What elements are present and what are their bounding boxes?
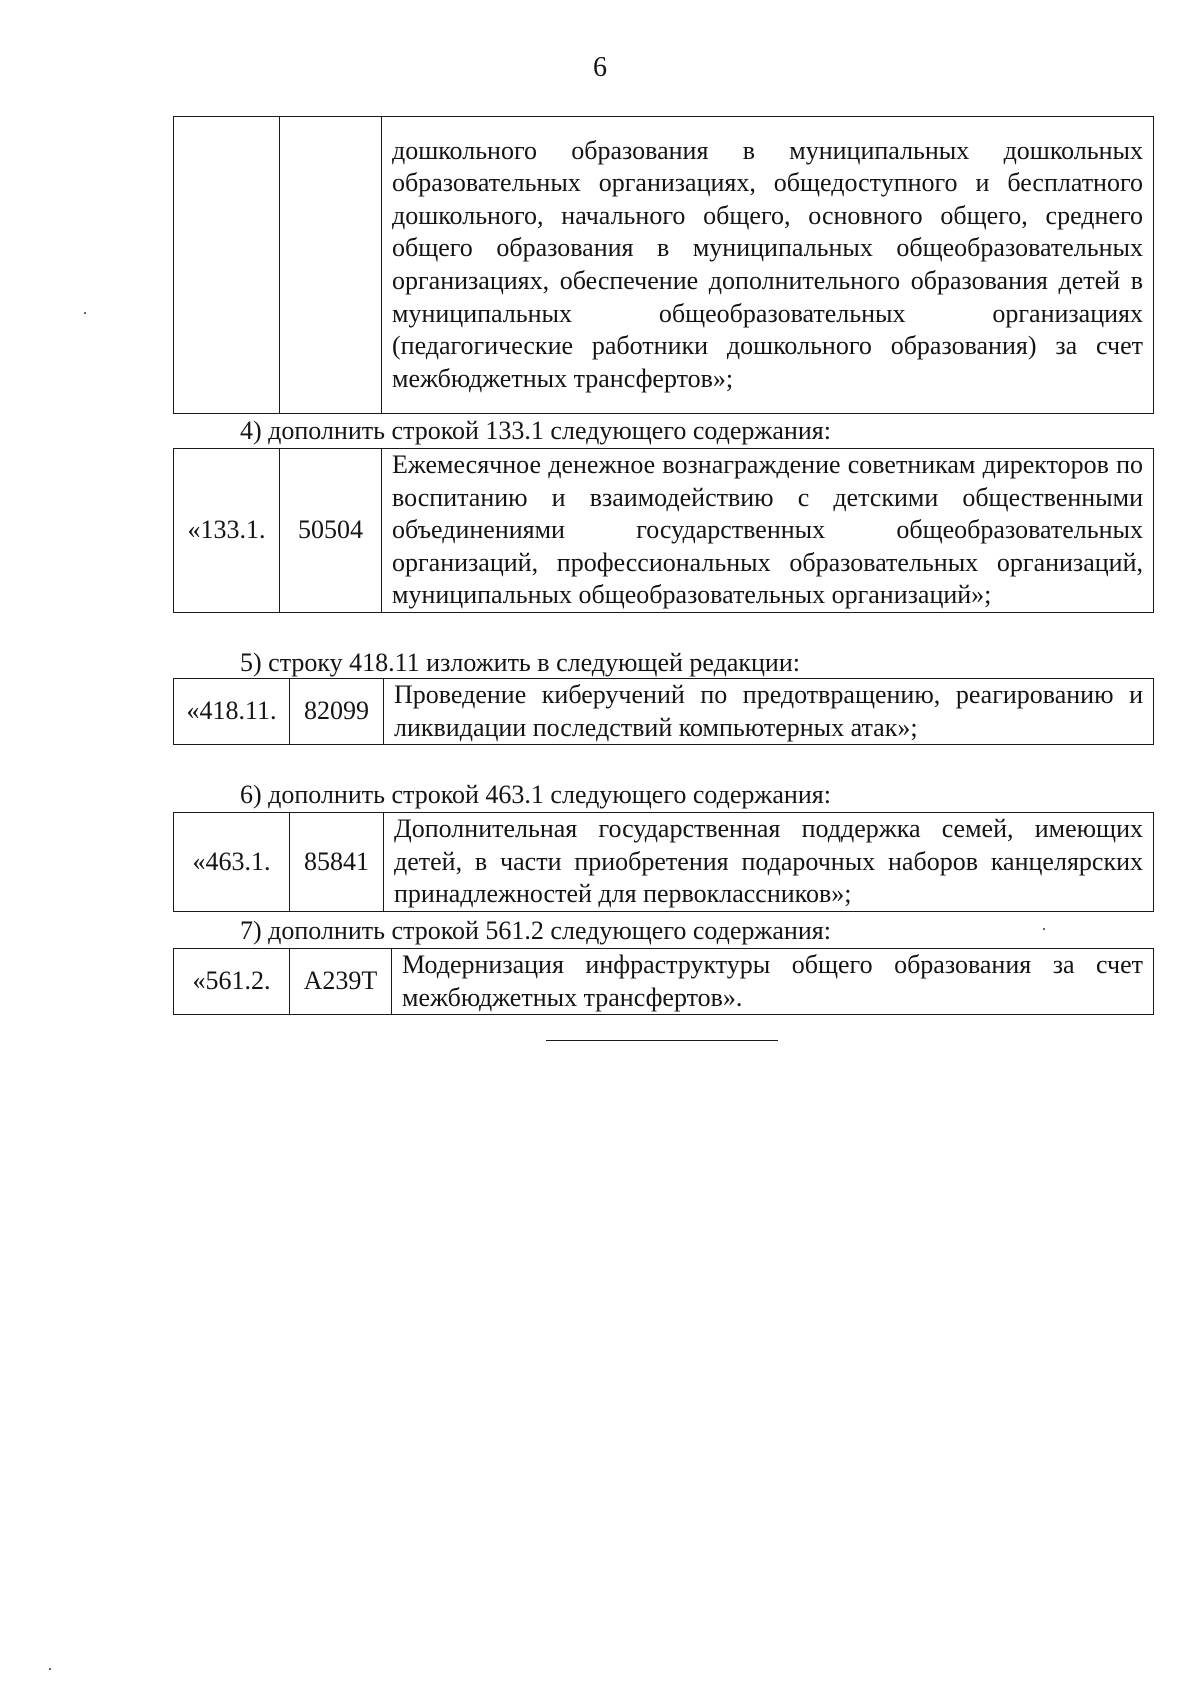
amendment-instruction: 5) строку 418.11 изложить в следующей редакции: bbox=[240, 648, 800, 677]
row-number-cell: «133.1. bbox=[174, 449, 280, 613]
continuation-table bbox=[173, 116, 1154, 414]
amendment-table-block bbox=[173, 812, 1153, 912]
row-code-cell: 50504 bbox=[280, 449, 382, 613]
row-code-cell: A239T bbox=[290, 949, 392, 1015]
row-text-cell: Проведение киберучений по предотвращению, реагированию и ликвидации последствий компьютерных атак»; bbox=[384, 679, 1154, 745]
amendment-table-block bbox=[173, 948, 1153, 1015]
page-number: 6 bbox=[593, 52, 607, 83]
continuation-table-block bbox=[173, 116, 1153, 414]
scan-speck bbox=[49, 1668, 51, 1670]
scan-speck bbox=[1043, 928, 1045, 930]
row-number-cell bbox=[174, 117, 280, 414]
amendment-table-block bbox=[173, 678, 1153, 745]
table-row bbox=[174, 449, 1154, 613]
table-row bbox=[174, 949, 1154, 1015]
amendment-instruction: 7) дополнить строкой 561.2 следующего содержания: bbox=[240, 916, 831, 945]
row-code-cell: 82099 bbox=[290, 679, 384, 745]
amendment-table bbox=[173, 678, 1154, 745]
amendment-table bbox=[173, 448, 1154, 613]
row-text-cell: Дополнительная государственная поддержка семей, имеющих детей, в части приобретения подарочных наборов канцелярских принадлежностей для первоклассников»; bbox=[384, 813, 1154, 912]
row-number-cell: «418.11. bbox=[174, 679, 290, 745]
table-row bbox=[174, 117, 1154, 414]
amendment-instruction: 6) дополнить строкой 463.1 следующего содержания: bbox=[240, 780, 831, 809]
row-text-cell: Модернизация инфраструктуры общего образования за счет межбюджетных трансфертов». bbox=[392, 949, 1154, 1015]
amendment-table bbox=[173, 948, 1154, 1015]
row-text-cell: Ежемесячное денежное вознаграждение советникам директоров по воспитанию и взаимодействию с детскими общественными объединениями государственных общеобразовательных организаций, профессиональных образовательных организаций, муниципальных общеобразовательных организаций»; bbox=[382, 449, 1154, 613]
row-code-cell: 85841 bbox=[290, 813, 384, 912]
table-row bbox=[174, 679, 1154, 745]
amendment-table bbox=[173, 812, 1154, 912]
amendment-instruction: 4) дополнить строкой 133.1 следующего содержания: bbox=[240, 416, 831, 445]
row-number-cell: «463.1. bbox=[174, 813, 290, 912]
row-number-cell: «561.2. bbox=[174, 949, 290, 1015]
row-text-cell: дошкольного образования в муниципальных дошкольных образовательных организациях, общедоступного и бесплатного дошкольного, начального общего, основного общего, среднего общего образования в муниципальных общеобразовательных организациях, обеспечение дополнительного образования детей в муниципальных общеобразовательных организациях (педагогические работники дошкольного образования) за счет межбюджетных трансфертов»; bbox=[382, 117, 1154, 414]
amendment-table-block bbox=[173, 448, 1153, 613]
row-code-cell bbox=[280, 117, 382, 414]
closing-separator-line bbox=[546, 1040, 778, 1041]
table-row bbox=[174, 813, 1154, 912]
scan-speck bbox=[84, 312, 86, 314]
